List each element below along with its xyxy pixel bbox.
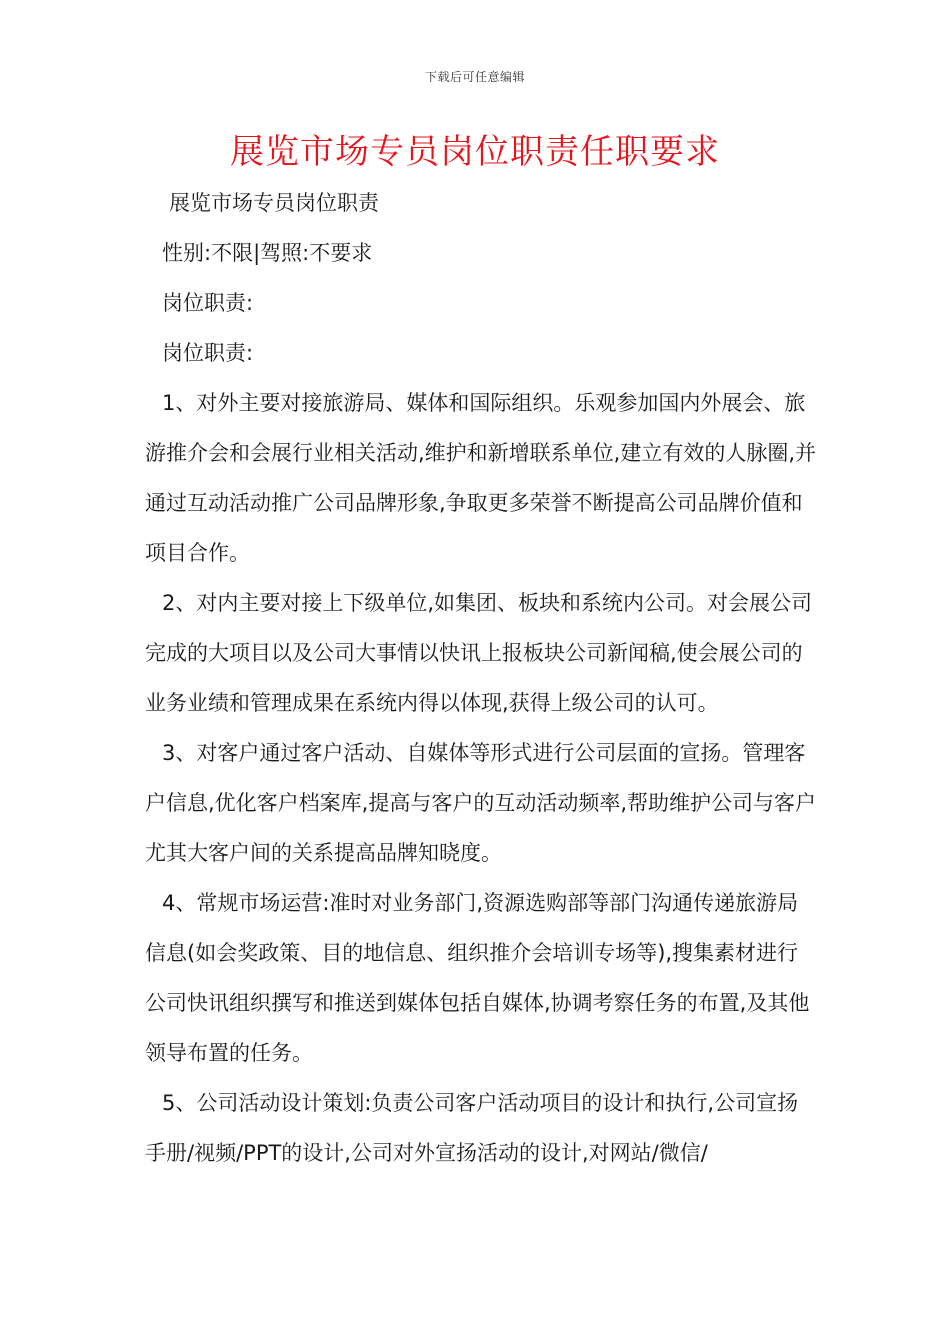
duty-item-2: 2、对内主要对接上下级单位,如集团、板块和系统内公司。对会展公司完成的大项目以及公司大事情以快讯上报板块公司新闻稿,使会展公司的业务业绩和管理成果在系统内得以体现,获得上级公司的认可。 <box>145 591 813 715</box>
duty-item-4: 4、常规市场运营:准时对业务部门,资源选购部等部门沟通传递旅游局信息(如会奖政策、目的地信息、组织推介会培训专场等),搜集素材进行公司快讯组织撰写和推送到媒体包括自媒体,协调考察任务的布置,及其他领导布置的任务。 <box>145 891 810 1065</box>
duty-label: 岗位职责: <box>162 341 254 365</box>
duty-item-3: 3、对客户通过客户活动、自媒体等形式进行公司层面的宣扬。管理客户信息,优化客户档案库,提高与客户的互动活动频率,帮助维护公司与客户尤其大客户间的关系提高品牌知晓度。 <box>145 741 817 865</box>
document-title: 展览市场专员岗位职责任职要求 <box>230 132 720 172</box>
header-note: 下载后可任意编辑 <box>424 70 525 84</box>
section-heading: 展览市场专员岗位职责 <box>169 191 379 215</box>
duty-item-5: 5、公司活动设计策划:负责公司客户活动项目的设计和执行,公司宣扬手册/视频/PPT的设计,公司对外宣扬活动的设计,对网站/微信/ <box>145 1091 799 1165</box>
document-body <box>145 178 817 1178</box>
requirement-line: 性别:不限|驾照:不要求 <box>162 241 373 265</box>
duty-item-1: 1、对外主要对接旅游局、媒体和国际组织。乐观参加国内外展会、旅游推介会和会展行业相关活动,维护和新增联系单位,建立有效的人脉圈,并通过互动活动推广公司品牌形象,争取更多荣誉不断提高公司品牌价值和项目合作。 <box>145 391 817 565</box>
duty-label: 岗位职责: <box>162 291 254 315</box>
